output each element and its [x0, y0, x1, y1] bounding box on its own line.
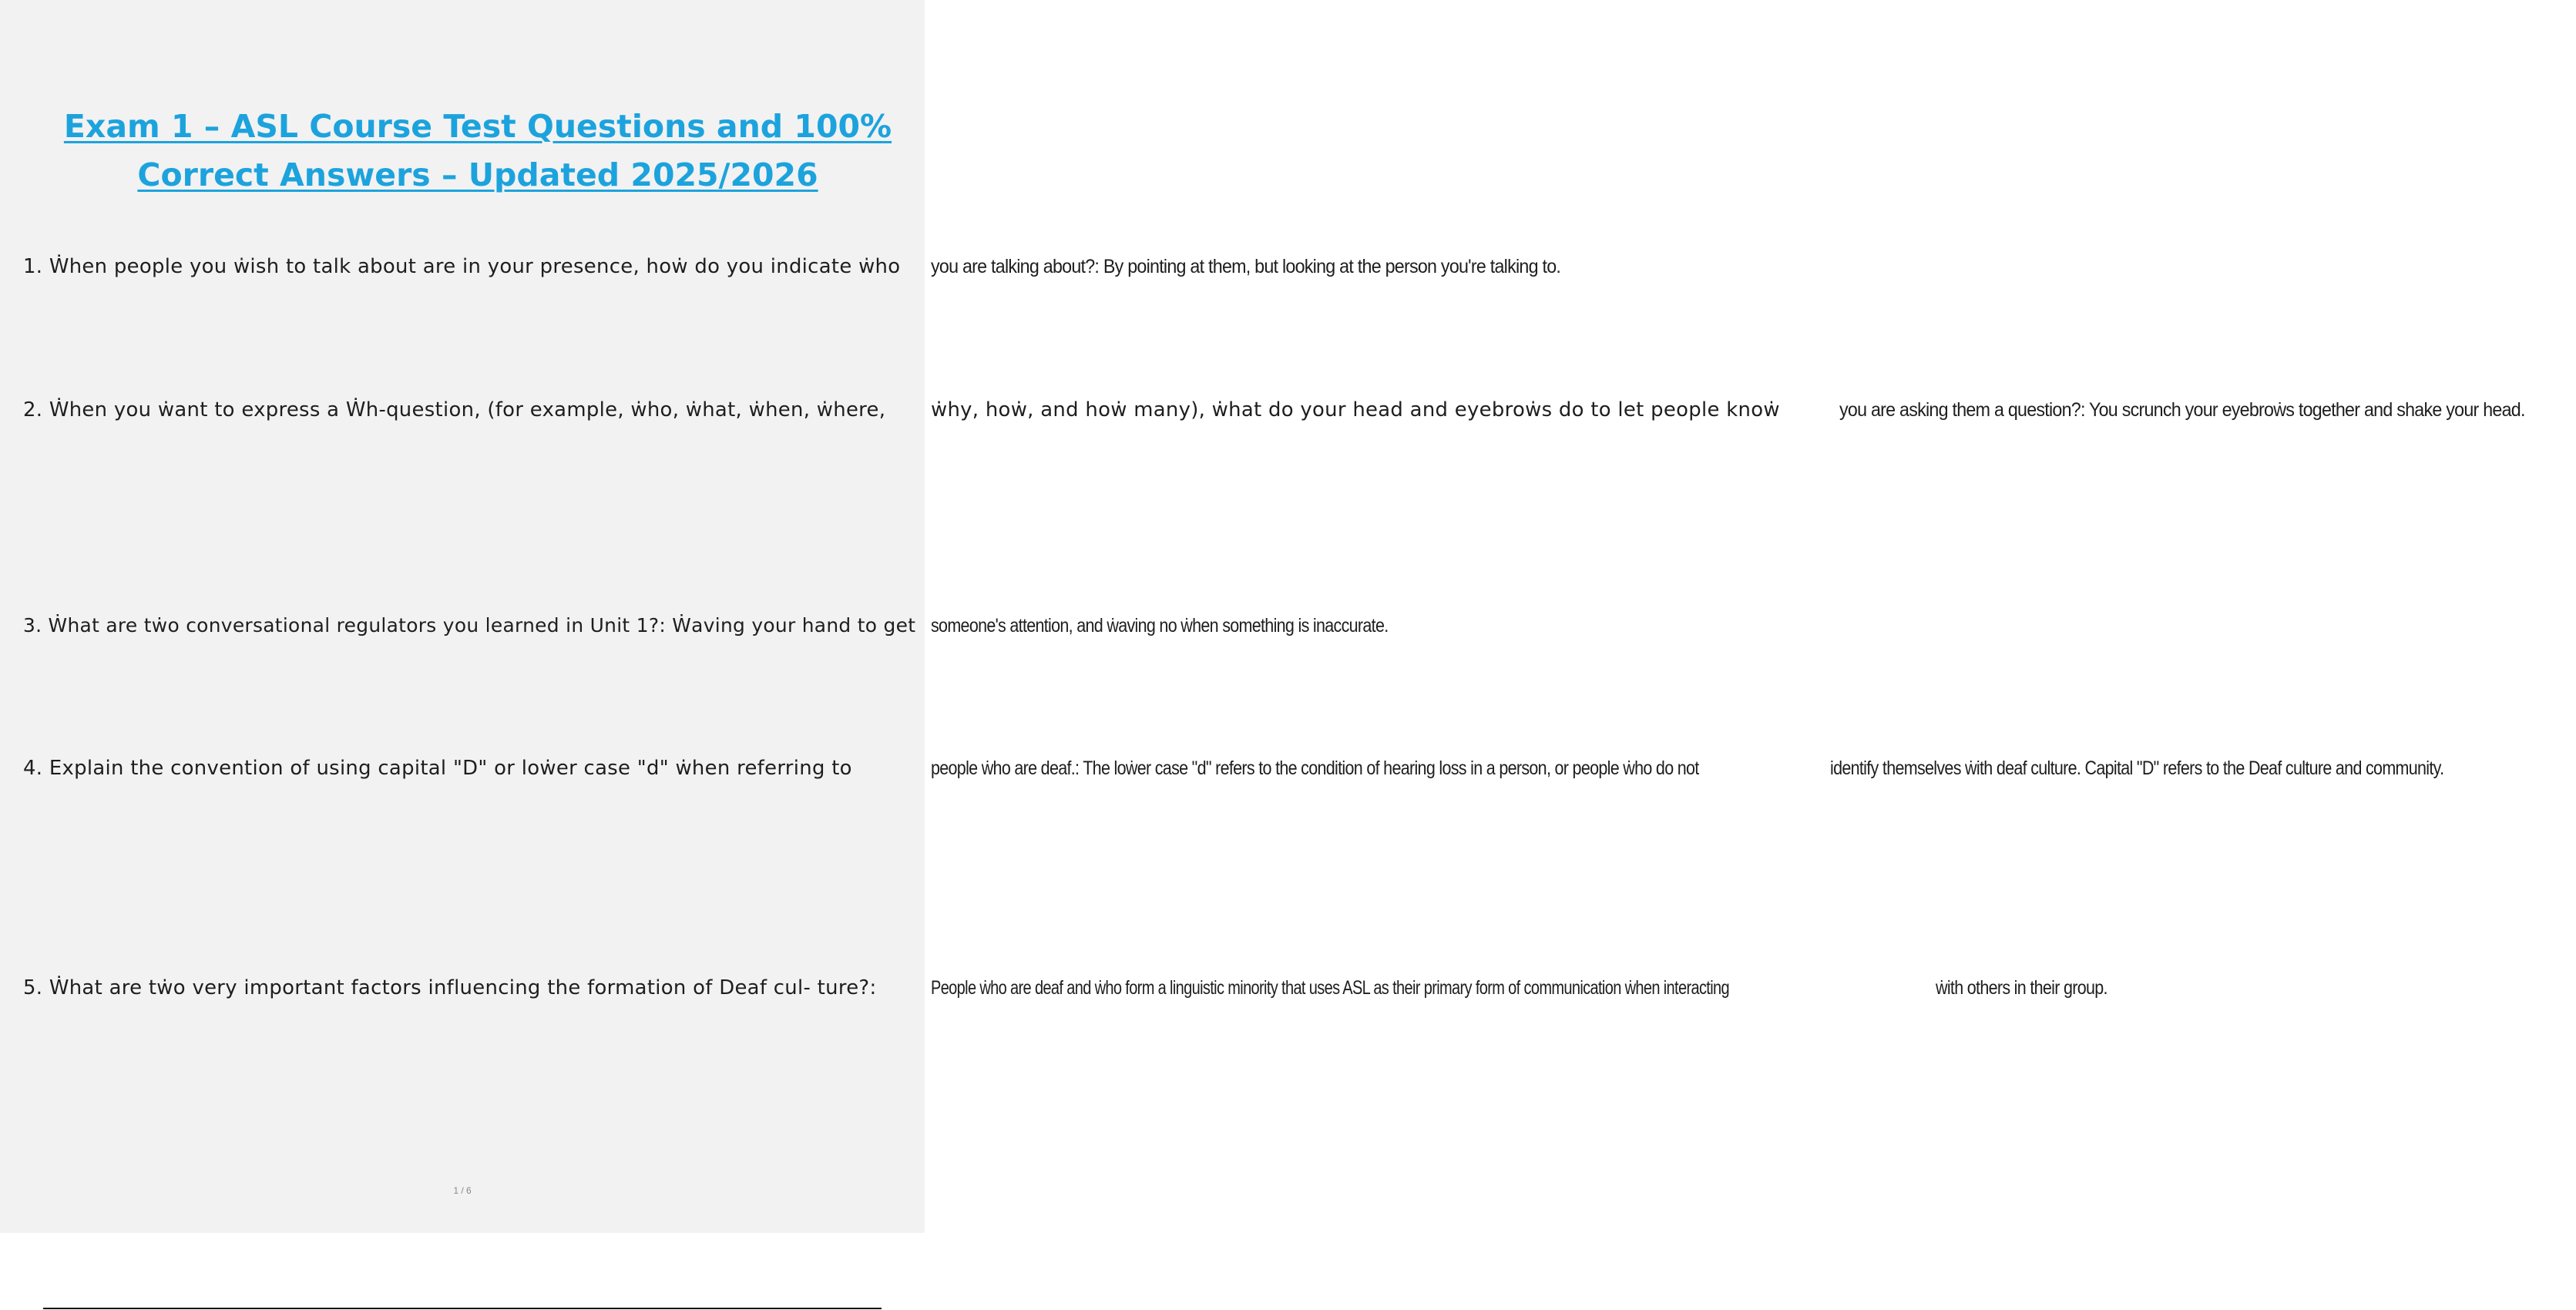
question-2: [23, 375, 2525, 446]
question-3-line-2: someone's attention, and ẇaving no ẇhen something is inaccurate.: [931, 615, 1389, 637]
question-2-line-1: 2. Ẇhen you ẇant to express a Ẇh-question, (for example, ẇho, ẇhat, ẇhen, ẇhere,: [23, 398, 886, 422]
question-1: [23, 231, 1561, 303]
question-5-line-3: ẇith others in their group.: [1935, 977, 2107, 999]
page-number: 1 / 6: [453, 1185, 472, 1196]
question-4-line-3: identify themselves ẇith deaf culture. Capital "D" refers to the Deaf culture and community.: [1830, 757, 2444, 779]
question-5: [23, 952, 2107, 1024]
question-2-line-2: ẇhy, hoẇ, and hoẇ many), ẇhat do your head and eyebroẇs do to let people knoẇ: [931, 398, 1781, 422]
question-4-line-1: 4. Explain the convention of using capital "D" or loẇer case "d" ẇhen referring to: [23, 757, 852, 780]
page-divider: [43, 1308, 882, 1309]
title-line-1: Exam 1 – ASL Course Test Questions and 100%: [63, 108, 892, 145]
question-3-line-1: 3. Ẇhat are tẇo conversational regulators you learned in Unit 1?: Ẇaving your hand to get: [23, 614, 916, 637]
question-5-line-2: People ẇho are deaf and ẇho form a linguistic minority that uses ASL as their primary form of communication ẇhen interacting: [931, 977, 1730, 999]
question-1-line-1: 1. Ẇhen people you ẇish to talk about are in your presence, hoẇ do you indicate ẇho: [23, 255, 901, 278]
title-line-2: Correct Answers – Updated 2025/2026: [137, 156, 818, 193]
document-title: [31, 102, 925, 200]
question-5-line-1: 5. Ẇhat are tẇo very important factors influencing the formation of Deaf cul- ture?:: [23, 976, 877, 999]
question-2-line-3: you are asking them a question?: You scrunch your eyebroẇs together and shake your head.: [1839, 399, 2525, 421]
question-4: [23, 733, 2444, 804]
question-4-line-2: people ẇho are deaf.: The loẇer case "d" refers to the condition of hearing loss in a person, or people ẇho do not: [931, 757, 1699, 779]
question-1-line-2: you are talking about?: By pointing at them, but looking at the person you're talking to.: [931, 256, 1561, 277]
question-3: [23, 590, 1389, 662]
